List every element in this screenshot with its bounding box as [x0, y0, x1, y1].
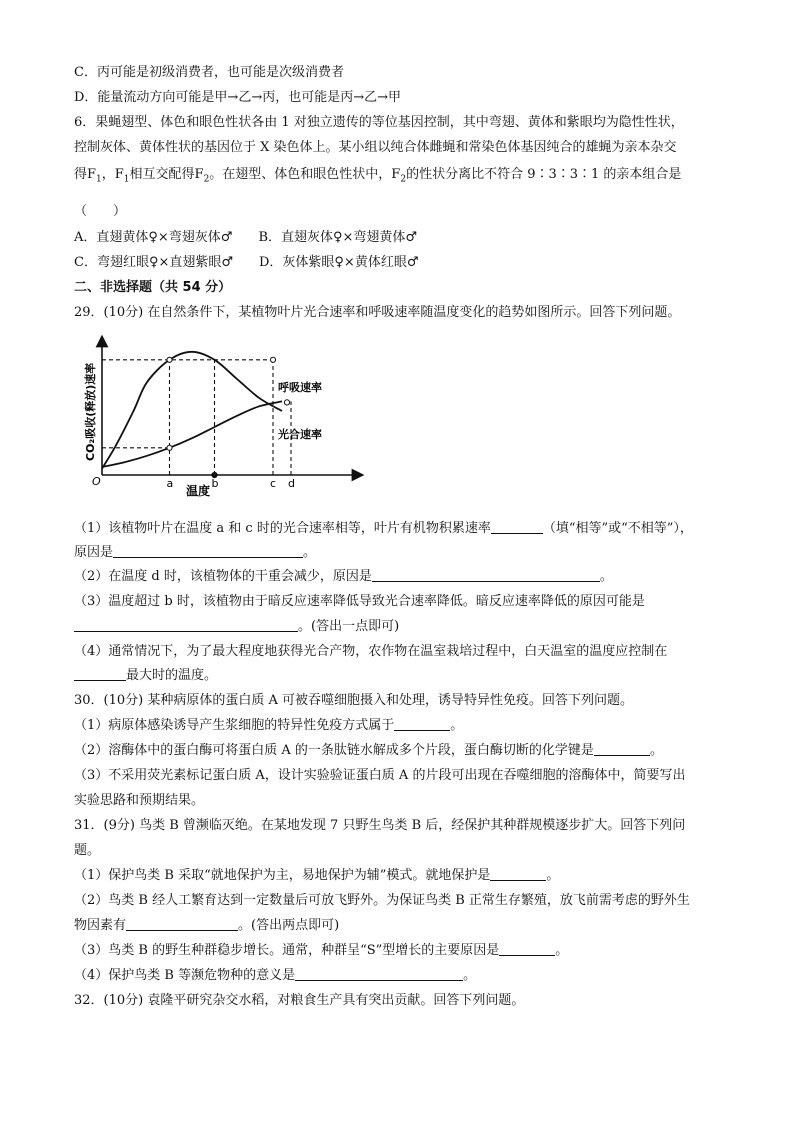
q31-stem-line2: 题。: [74, 843, 101, 858]
q30-text: 。: [649, 743, 663, 758]
y-axis-label: CO₂吸收(释放)速率: [84, 362, 97, 461]
answer-blank[interactable]: [499, 940, 555, 956]
q6-sub: 1: [123, 174, 130, 185]
x-tick-d: d: [288, 477, 295, 490]
q6-answer-paren: （ ）: [74, 204, 127, 219]
answer-blank[interactable]: [113, 542, 303, 558]
series-layer: [102, 352, 282, 469]
q29-sub3-line2: [74, 616, 734, 638]
q30-sub3-line1: （3）不采用荧光素标记蛋白质 A，设计实验验证蛋白质 A 的片段可出现在吞噬细胞的溶酶体中，简要写出: [74, 768, 686, 783]
point-a-resp: [167, 445, 172, 450]
x-tick-b: b: [211, 477, 219, 490]
q29-text: （填“相等”或“不相等”），: [542, 521, 693, 536]
q31-sub2-line1: （2）鸟类 B 经人工繁育达到一定数量后可放飞野外。为保证鸟类 B 正常生存繁殖，放飞前需考虑的野外生: [74, 893, 690, 908]
q31-text: （3）鸟类 B 的野生种群稳步增长。通常，种群呈“S”型增长的主要原因是: [74, 943, 500, 958]
q6-stem-line1: 6．果蝇翅型、体色和眼色性状各由 1 对独立遗传的等位基因控制，其中弯翅、黄体和紫眼均为隐性性状，: [74, 115, 684, 130]
q30-text: （1）病原体感染诱导产生浆细胞的特异性免疫方式属于: [74, 718, 395, 733]
answer-blank[interactable]: [491, 518, 543, 534]
point-d-intersection: [284, 400, 289, 405]
q31-sub2-line2: [74, 915, 734, 937]
legend-photosynthesis: 光合速率: [278, 428, 322, 441]
q31-stem-line1: 31．(9分) 鸟类 B 曾濒临灭绝。在某地发现 7 只野生鸟类 B 后，经保护其种群规模逐步扩大。回答下列问: [74, 818, 686, 833]
q30-sub3-line2: 实验思路和预期结果。: [74, 793, 205, 808]
q30-text: （2）溶酶体中的蛋白酶可将蛋白质 A 的一条肽链水解成多个片段，蛋白酶切断的化学键是: [74, 743, 594, 758]
q6-stem-line2: 控制灰体、黄体性状的基因位于 X 染色体上。某小组以纯合体雌蝇和常染色体基因纯合的雄蝇为亲本杂交: [74, 140, 677, 155]
q31-text: （4）保护鸟类 B 等濒危物种的意义是: [74, 968, 296, 983]
q29-text: 。: [599, 569, 613, 584]
q31-sub4: [74, 965, 734, 987]
q30-sub2: [74, 740, 734, 762]
answer-blank[interactable]: [295, 965, 463, 981]
q6-option-b: B．直翅灰体♀×弯翅黄体♂: [258, 230, 418, 245]
q31-text: 。(答出两点即可): [238, 918, 340, 933]
q30-stem: 30．(10分) 某种病原体的蛋白质 A 可被吞噬细胞摄入和处理，诱导特异性免疫。回答下列问题。: [74, 693, 634, 708]
q6-option-d: D．灰体紫眼♀×黄体红眼♂: [259, 255, 419, 270]
q6-options-ab: [74, 227, 734, 249]
q30-sub1: [74, 715, 734, 737]
x-tick-c: c: [270, 477, 277, 490]
q6-sub: 1: [96, 174, 102, 185]
q6-text: 得F: [74, 167, 97, 182]
q29-sub1-line1: [74, 518, 734, 540]
q31-text: 。: [546, 868, 560, 883]
answer-blank[interactable]: [594, 740, 650, 756]
answer-blank[interactable]: [74, 665, 126, 681]
q29-sub1-line2: [74, 542, 734, 564]
q6-option-c: C．弯翅红眼♀×直翅紫眼♂: [74, 255, 233, 270]
photosynthesis-rate-curve: [102, 352, 282, 469]
answer-blank[interactable]: [74, 616, 298, 632]
x-axis-label: 温度: [186, 484, 211, 498]
point-c: [270, 357, 275, 362]
q6-stem-line3: [74, 164, 734, 186]
q6-text: 。在翅型、体色和眼色性状中，F: [209, 167, 401, 182]
q29-text: （2）在温度 d 时，该植物体的干重会减少，原因是: [74, 569, 372, 584]
q6-sub: 2: [203, 174, 210, 185]
q29-sub4-line2: [74, 665, 734, 687]
section-2-title: 二、非选择题（共 54 分）: [74, 280, 232, 295]
q29-text: 。(答出一点即可): [298, 619, 400, 634]
q29-text: 原因是: [74, 545, 114, 560]
q31-text: （1）保护鸟类 B 采取“就地保护为主，易地保护为辅”模式。就地保护是: [74, 868, 491, 883]
q6-text: ，F: [101, 167, 124, 182]
q29-stem: 29．(10分) 在自然条件下，某植物叶片光合速率和呼吸速率随温度变化的趋势如图所示。回答下列问题。: [74, 305, 681, 320]
q31-sub3: [74, 940, 734, 962]
legend-respiration: 呼吸速率: [278, 381, 322, 394]
point-a-photo: [167, 357, 172, 362]
q29-sub3-line1: （3）温度超过 b 时，该植物由于暗反应速率降低导致光合速率降低。暗反应速率降低的原因可能是: [74, 594, 645, 609]
q6-text: 的性状分离比不符合 9∶3∶3∶1 的亲本组合是: [406, 167, 682, 182]
q29-sub4-line1: （4）通常情况下，为了最大程度地获得光合产物，农作物在温室栽培过程中，白天温室的温度应控制在: [74, 644, 668, 659]
q6-text: 相互交配得F: [129, 167, 204, 182]
q32-stem: 32．(10分) 袁隆平研究杂交水稻，对粮食生产具有突出贡献。回答下列问题。: [74, 993, 525, 1008]
answer-blank[interactable]: [372, 566, 600, 582]
q6-sub: 2: [400, 174, 407, 185]
answer-blank[interactable]: [126, 915, 238, 931]
q29-sub2: [74, 566, 734, 588]
q29-text: 。: [303, 545, 317, 560]
q5-option-c: C．丙可能是初级消费者，也可能是次级消费者: [74, 65, 344, 80]
q31-text: 。: [555, 943, 569, 958]
respiration-rate-curve: [102, 401, 282, 467]
q5-option-d: D．能量流动方向可能是甲→乙→丙，也可能是丙→乙→甲: [74, 90, 401, 105]
answer-blank[interactable]: [394, 715, 450, 731]
q30-text: 。: [450, 718, 464, 733]
answer-blank[interactable]: [490, 865, 546, 881]
q6-options-cd: [74, 252, 734, 274]
q29-rate-temperature-chart: [78, 335, 368, 500]
x-tick-a: a: [166, 477, 174, 490]
q29-text: 最大时的温度。: [126, 668, 218, 683]
q6-option-a: A．直翅黄体♀×弯翅灰体♂: [74, 230, 233, 245]
q31-text: 。: [463, 968, 477, 983]
q31-text: 物因素有: [74, 918, 127, 933]
origin-label: O: [92, 475, 101, 488]
q31-sub1: [74, 865, 734, 887]
q29-text: （1）该植物叶片在温度 a 和 c 时的光合速率相等，叶片有机物积累速率: [74, 521, 491, 536]
